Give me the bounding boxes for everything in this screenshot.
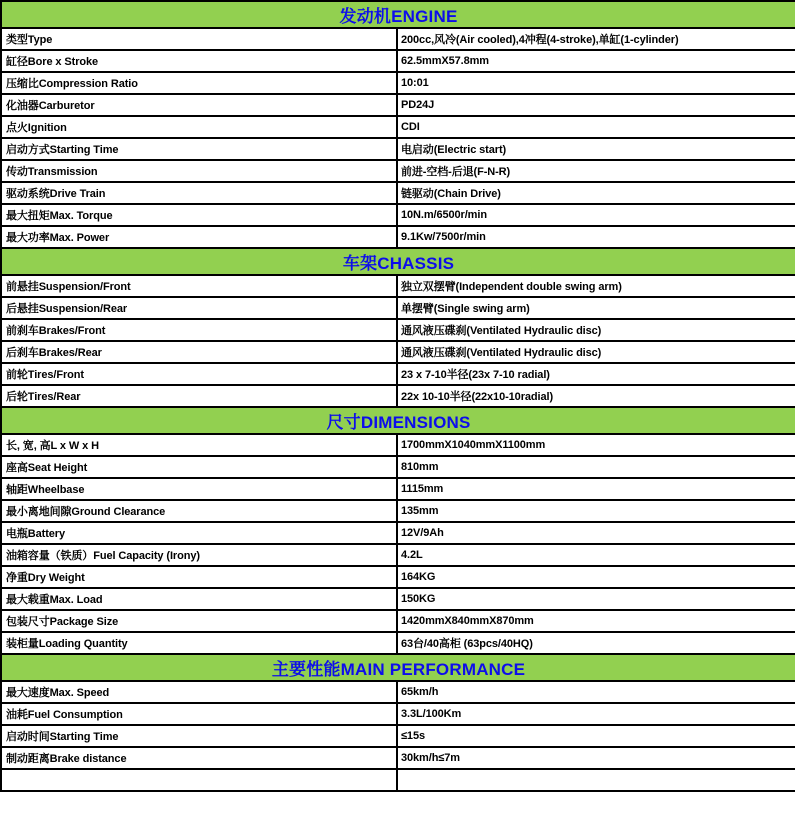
partial-label-cell	[1, 769, 397, 791]
spec-label-cell: 最大载重Max. Load	[1, 588, 397, 610]
spec-label-cell: 后轮Tires/Rear	[1, 385, 397, 407]
spec-label-cell: 轴距Wheelbase	[1, 478, 397, 500]
spec-row	[1, 632, 795, 654]
section-header-row	[1, 654, 795, 681]
spec-row	[1, 297, 795, 319]
spec-row	[1, 204, 795, 226]
spec-label-cell: 传动Transmission	[1, 160, 397, 182]
spec-value-cell: 12V/9Ah	[397, 522, 795, 544]
spec-value-cell: 3.3L/100Km	[397, 703, 795, 725]
spec-label-cell: 压缩比Compression Ratio	[1, 72, 397, 94]
spec-value-cell: 4.2L	[397, 544, 795, 566]
section-header-row	[1, 248, 795, 275]
spec-value-cell: 135mm	[397, 500, 795, 522]
spec-label-cell: 最大功率Max. Power	[1, 226, 397, 248]
spec-label-cell: 驱动系统Drive Train	[1, 182, 397, 204]
spec-value-cell: 独立双摆臂(Independent double swing arm)	[397, 275, 795, 297]
spec-row	[1, 610, 795, 632]
spec-row	[1, 747, 795, 769]
spec-value-cell: 1115mm	[397, 478, 795, 500]
spec-value-cell: 通风液压碟刹(Ventilated Hydraulic disc)	[397, 341, 795, 363]
spec-row	[1, 138, 795, 160]
spec-value-cell: 9.1Kw/7500r/min	[397, 226, 795, 248]
spec-value-cell: 30km/h≤7m	[397, 747, 795, 769]
spec-value-cell: CDI	[397, 116, 795, 138]
spec-value-cell: ≤15s	[397, 725, 795, 747]
spec-label-cell: 化油器Carburetor	[1, 94, 397, 116]
spec-row	[1, 544, 795, 566]
spec-value-cell: 1700mmX1040mmX1100mm	[397, 434, 795, 456]
spec-row	[1, 116, 795, 138]
spec-label-cell: 前刹车Brakes/Front	[1, 319, 397, 341]
spec-label-cell: 装柜量Loading Quantity	[1, 632, 397, 654]
spec-label-cell: 座高Seat Height	[1, 456, 397, 478]
spec-row	[1, 160, 795, 182]
spec-value-cell: 63台/40高柜 (63pcs/40HQ)	[397, 632, 795, 654]
spec-row	[1, 703, 795, 725]
spec-row	[1, 341, 795, 363]
spec-label-cell: 最大扭矩Max. Torque	[1, 204, 397, 226]
spec-value-cell: 164KG	[397, 566, 795, 588]
spec-value-cell: 通风液压碟刹(Ventilated Hydraulic disc)	[397, 319, 795, 341]
spec-value-cell: 链驱动(Chain Drive)	[397, 182, 795, 204]
section-title-chassis: 车架CHASSIS	[1, 248, 795, 275]
spec-row	[1, 275, 795, 297]
spec-row	[1, 28, 795, 50]
spec-value-cell: 150KG	[397, 588, 795, 610]
section-header-row	[1, 407, 795, 434]
spec-row	[1, 363, 795, 385]
section-title-dimensions: 尺寸DIMENSIONS	[1, 407, 795, 434]
section-title-engine: 发动机ENGINE	[1, 1, 795, 28]
spec-label-cell: 长, 宽, 高L x W x H	[1, 434, 397, 456]
spec-label-cell: 启动时间Starting Time	[1, 725, 397, 747]
spec-row	[1, 226, 795, 248]
spec-row	[1, 94, 795, 116]
section-header-row	[1, 1, 795, 28]
spec-value-cell: 电启动(Electric start)	[397, 138, 795, 160]
spec-row	[1, 50, 795, 72]
spec-label-cell: 启动方式Starting Time	[1, 138, 397, 160]
spec-value-cell: 10N.m/6500r/min	[397, 204, 795, 226]
spec-label-cell: 油耗Fuel Consumption	[1, 703, 397, 725]
spec-label-cell: 制动距离Brake distance	[1, 747, 397, 769]
spec-row	[1, 500, 795, 522]
spec-value-cell: 22x 10-10半径(22x10-10radial)	[397, 385, 795, 407]
spec-row	[1, 588, 795, 610]
spec-value-cell: PD24J	[397, 94, 795, 116]
spec-value-cell: 单摆臂(Single swing arm)	[397, 297, 795, 319]
spec-label-cell: 点火Ignition	[1, 116, 397, 138]
spec-value-cell: 62.5mmX57.8mm	[397, 50, 795, 72]
spec-label-cell: 电瓶Battery	[1, 522, 397, 544]
section-title-performance: 主要性能MAIN PERFORMANCE	[1, 654, 795, 681]
spec-label-cell: 后刹车Brakes/Rear	[1, 341, 397, 363]
spec-label-cell: 包装尺寸Package Size	[1, 610, 397, 632]
spec-label-cell: 最小离地间隙Ground Clearance	[1, 500, 397, 522]
spec-row	[1, 725, 795, 747]
spec-label-cell: 类型Type	[1, 28, 397, 50]
spec-label-cell: 前轮Tires/Front	[1, 363, 397, 385]
spec-row	[1, 319, 795, 341]
spec-label-cell: 净重Dry Weight	[1, 566, 397, 588]
spec-label-cell: 缸径Bore x Stroke	[1, 50, 397, 72]
spec-label-cell: 后悬挂Suspension/Rear	[1, 297, 397, 319]
spec-value-cell: 前进-空档-后退(F-N-R)	[397, 160, 795, 182]
partial-value-cell	[397, 769, 795, 791]
spec-value-cell: 65km/h	[397, 681, 795, 703]
spec-label-cell: 油箱容量（铁质）Fuel Capacity (Irony)	[1, 544, 397, 566]
spec-row	[1, 478, 795, 500]
partial-row	[1, 769, 795, 791]
spec-row	[1, 566, 795, 588]
spec-row	[1, 72, 795, 94]
spec-row	[1, 681, 795, 703]
spec-row	[1, 182, 795, 204]
spec-value-cell: 810mm	[397, 456, 795, 478]
spec-value-cell: 23 x 7-10半径(23x 7-10 radial)	[397, 363, 795, 385]
spec-row	[1, 434, 795, 456]
spec-label-cell: 前悬挂Suspension/Front	[1, 275, 397, 297]
spec-label-cell: 最大速度Max. Speed	[1, 681, 397, 703]
spec-table-body	[1, 1, 795, 791]
spec-value-cell: 1420mmX840mmX870mm	[397, 610, 795, 632]
spec-value-cell: 10:01	[397, 72, 795, 94]
spec-row	[1, 522, 795, 544]
spec-row	[1, 456, 795, 478]
spec-value-cell: 200cc,风冷(Air cooled),4冲程(4-stroke),单缸(1-cylinder)	[397, 28, 795, 50]
spec-row	[1, 385, 795, 407]
